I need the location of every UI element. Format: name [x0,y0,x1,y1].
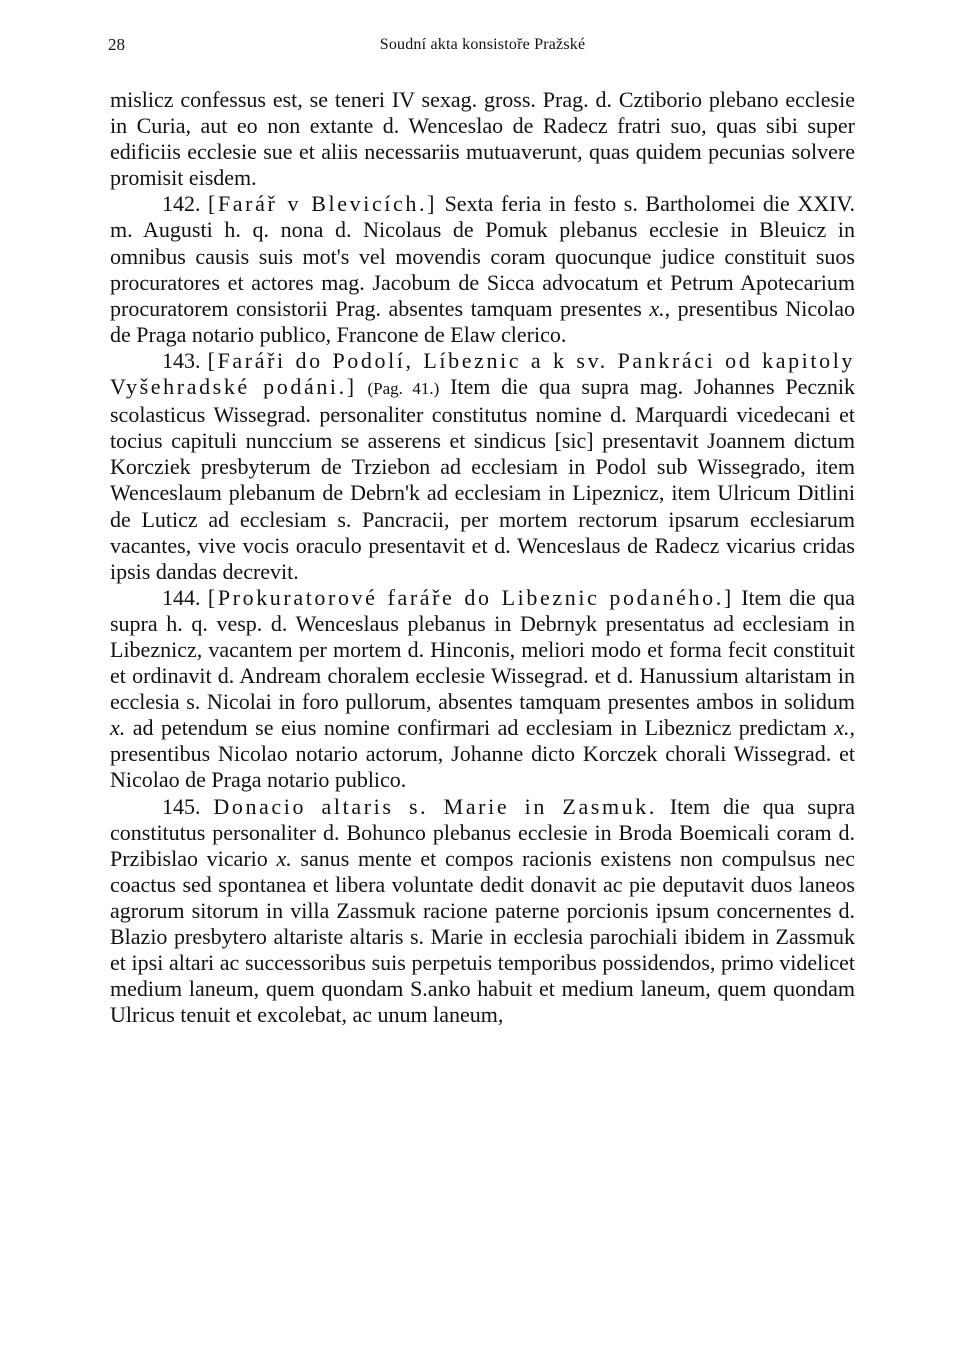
page-header [110,34,855,58]
running-title: Soudní akta konsistoře Pražské [379,36,586,53]
entry-text: , presentibus Nicolao notario actorum, Johanne dicto Korczek chorali Wissegrad. et Nicolao de Praga notario publico. [110,715,855,793]
entry-heading: [Farář v Blevicích.] [208,191,438,217]
entry-144 [110,585,855,794]
entry-heading: [Prokuratorové faráře do Libeznic podaného.] [207,584,734,610]
entry-text: ad petendum se eius nomine confirmari ad ecclesiam in Libeznicz predictam [125,715,827,741]
entry-143 [110,348,855,585]
entry-text: Item die qua supra mag. Johannes Pecznik scolasticus Wissegrad. personaliter constitutus nomine d. Marquardi vicedecani et tocius capituli nunccium se asserens et sindicus [sic] presentavit Joannem dictum Korcziek presbyterum de Trziebon ad ecclesiam in Podol sub Wissegrado, item Wenceslaum plebanum de Debrn'k ad ecclesiam in Lipeznicz, item Ulricum Ditlini de Luticz ad ecclesiam s. Pancracii, per mortem rectorum ipsarum ecclesiarum vacantes, vive vocis oraculo presentavit et d. Wenceslaus de Radecz vicarius cridas ipsis dandas decrevit. [110,374,856,584]
continuation-paragraph: mislicz confessus est, se teneri IV sexag. gross. Prag. d. Cztiborio plebano ecclesie in Curia, aut eo non extante d. Wenceslao de Radecz fratri suo, quas sibi super edificiis ecclesie sue et aliis necessariis mutuaverunt, quas quidem pecunias solvere promisit eisdem. [110,87,855,191]
x-mark: x. [649,295,665,321]
page-number: 28 [108,35,125,54]
entry-text: Item die qua supra h. q. vesp. d. Wenceslaus plebanus in Debrnyk presentatus ad ecclesiam in Libeznicz, vacantem per mortem d. Hinconis, meliori modo et forma fecit constituit et ordinavit d. Andream choralem ecclesie Wissegrad. et d. Hanussium altaristam in ecclesia s. Nicolai in foro pullorum, absentes tamquam presentes ambos in solidum [110,584,855,715]
x-mark: x. [110,715,126,741]
entry-text: sanus mente et compos racionis existens non compulsus nec coactus sed spontanea et libera voluntate dedit donavit ac pie deputavit duos laneos agrorum sitorum in villa Zassmuk racione paterne porcionis ipsum concernentes d. Blazio presbytero altariste altaris s. Marie in ecclesia parochiali ibidem in Zassmuk et ipsi altari ac successoribus suis perpetuis temporibus possidendos, primo videlicet medium laneum, quem quondam S.anko habuit et medium laneum, quem quondam Ulricus tenuit et excolebat, ac unum laneum, [110,845,855,1028]
page-reference: (Pag. 41.) [367,379,440,399]
entry-text: Sexta feria in festo s. Bartholomei die XXIV. m. Augusti h. q. nona d. Nicolaus de Pomuk plebanus ecclesie in Bleuicz in omnibus causis suis mot's vel movendis coram quocunque judice constituit suos procuratores et actores mag. Jacobum de Sicca advocatum et Petrum Apotecarium procuratorem consistorii Prag. absentes tamquam presentes [110,191,855,321]
entry-145 [110,794,855,1029]
entry-number: 143. [162,347,201,373]
entry-text: Item die qua supra constitutus personaliter d. Bohunco plebanus ecclesie in Broda Boemicali coram d. Przibislao vicario [110,793,856,871]
entry-text: , presentibus Nicolao de Praga notario publico, Francone de Elaw clerico. [110,295,855,347]
entry-heading: Donacio altaris s. Marie in Zasmuk. [213,793,657,819]
entry-number: 142. [162,191,201,217]
entry-number: 144. [162,584,201,610]
entry-142 [110,191,855,348]
entry-heading: [Faráři do Podolí, Líbeznic a k sv. Pankráci od kapitoly Vyšehradské podáni.] [110,347,856,400]
x-mark: x. [276,845,292,871]
x-mark: x. [834,715,850,741]
document-body [110,87,855,1028]
document-page [110,34,855,1028]
entry-number: 145. [162,793,201,819]
